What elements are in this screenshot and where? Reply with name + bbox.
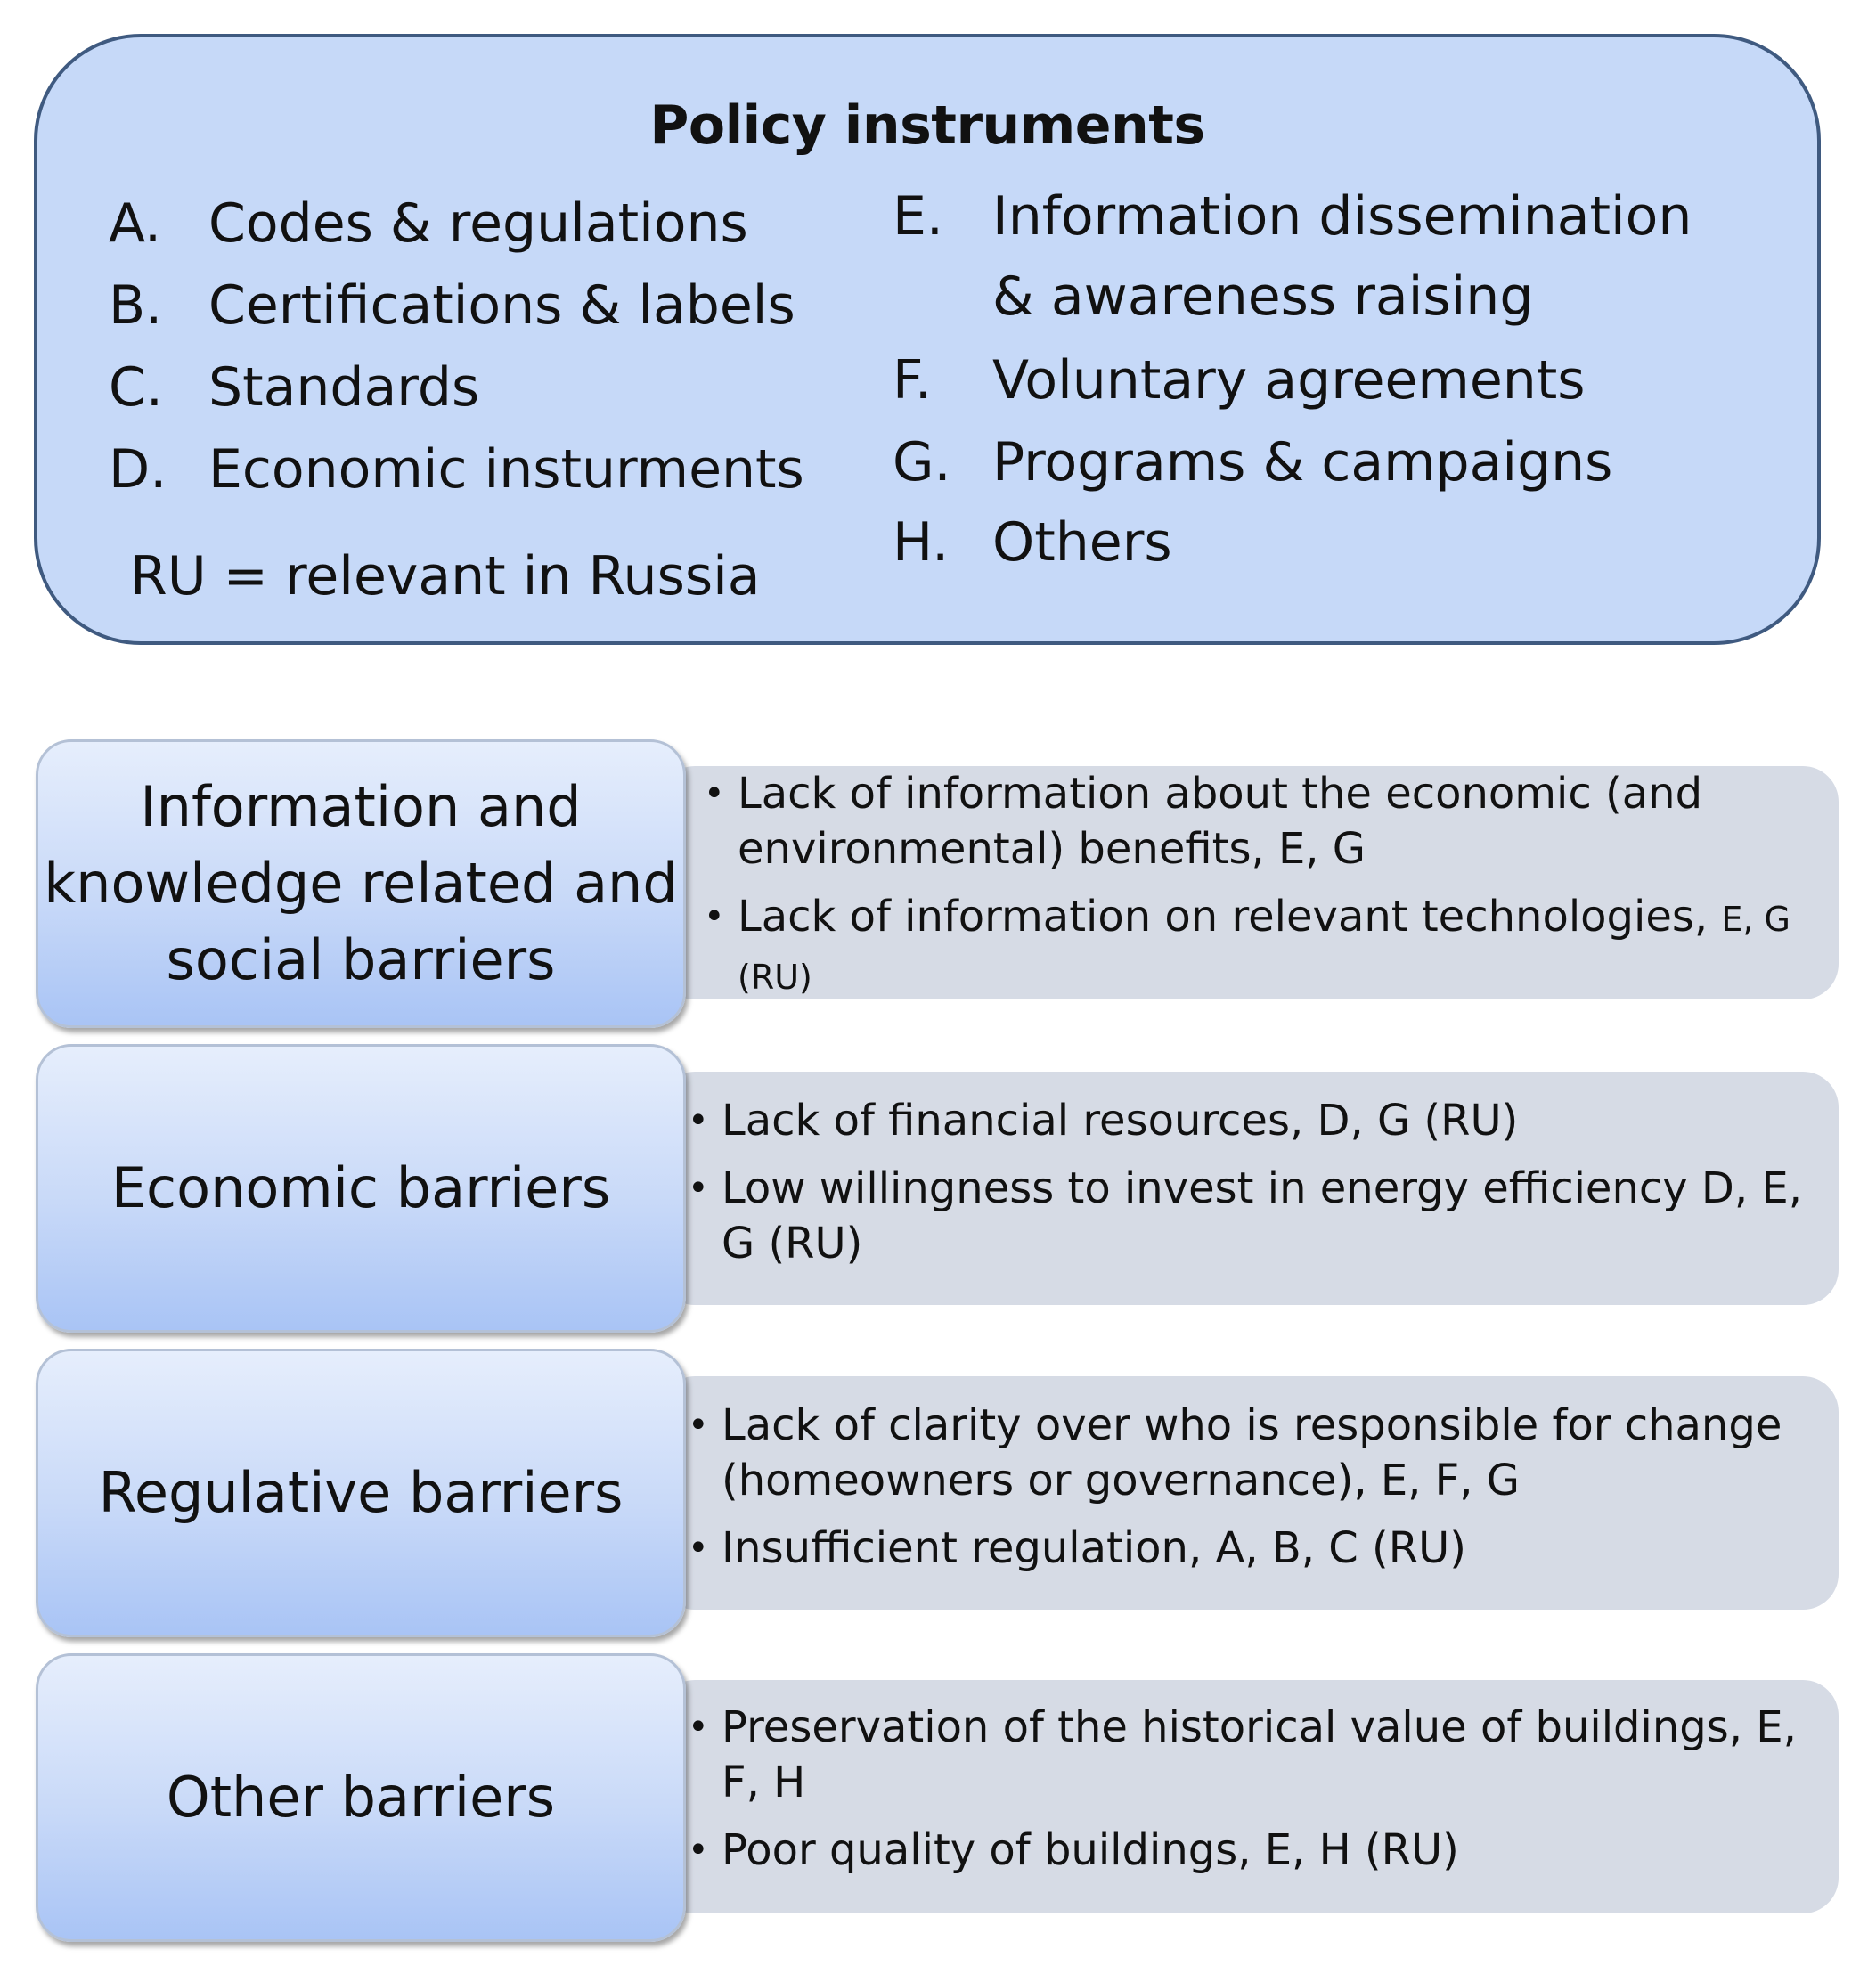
policy-item-text: Certifications & labels xyxy=(208,274,795,337)
policy-item-letter: F. xyxy=(893,349,932,412)
barrier-details-other xyxy=(659,1680,1839,1913)
barrier-category-other: Other barriers xyxy=(36,1653,686,1942)
barrier-bullet: • Preservation of the historical value of buildings, E, F, H xyxy=(688,1700,1812,1810)
policy-item-letter: G. xyxy=(893,431,951,494)
policy-instruments-box xyxy=(34,34,1821,645)
barrier-bullet: • Lack of information about the economic (and environmental) benefits, E, G xyxy=(704,766,1812,877)
barrier-bullet: • Low willingness to invest in energy efficiency D, E, G (RU) xyxy=(688,1161,1812,1271)
policy-item-text: & awareness raising xyxy=(992,265,1534,328)
policy-item-text: Voluntary agreements xyxy=(992,349,1586,412)
policy-item-letter: H. xyxy=(893,511,950,574)
ru-legend-note: RU = relevant in Russia xyxy=(130,545,761,608)
barrier-category-economic: Economic barriers xyxy=(36,1044,686,1333)
barrier-details-economic xyxy=(659,1072,1839,1305)
barrier-category-information: Information and knowledge related and social barriers xyxy=(36,739,686,1028)
policy-item-letter: D. xyxy=(109,438,167,501)
policy-item-letter: B. xyxy=(109,274,163,337)
barrier-bullet: • Lack of information on relevant technologies, E, G (RU) xyxy=(704,889,1812,1005)
barrier-category-regulative: Regulative barriers xyxy=(36,1349,686,1637)
policy-item-letter: C. xyxy=(109,356,163,419)
policy-instruments-title: Policy instruments xyxy=(649,94,1205,157)
barrier-bullet: • Lack of clarity over who is responsible for change (homeowners or governance), E, F, G xyxy=(688,1398,1812,1508)
barrier-details-information xyxy=(659,766,1839,999)
policy-item-letter: A. xyxy=(109,192,162,255)
barrier-bullet: • Insufficient regulation, A, B, C (RU) xyxy=(688,1521,1812,1576)
policy-item-text: Information dissemination xyxy=(992,185,1692,248)
policy-item-text: Standards xyxy=(208,356,480,419)
barrier-details-regulative xyxy=(659,1376,1839,1610)
barrier-bullet-instruments: E, G (RU) xyxy=(738,900,1791,997)
policy-item-text: Programs & campaigns xyxy=(992,431,1613,494)
policy-item-text: Codes & regulations xyxy=(208,192,748,255)
policy-item-letter: E. xyxy=(893,185,943,248)
barrier-bullet: • Poor quality of buildings, E, H (RU) xyxy=(688,1823,1812,1878)
policy-item-text: Others xyxy=(992,511,1172,574)
policy-item-text: Economic insturments xyxy=(208,438,804,501)
barrier-bullet: • Lack of financial resources, D, G (RU) xyxy=(688,1093,1812,1148)
